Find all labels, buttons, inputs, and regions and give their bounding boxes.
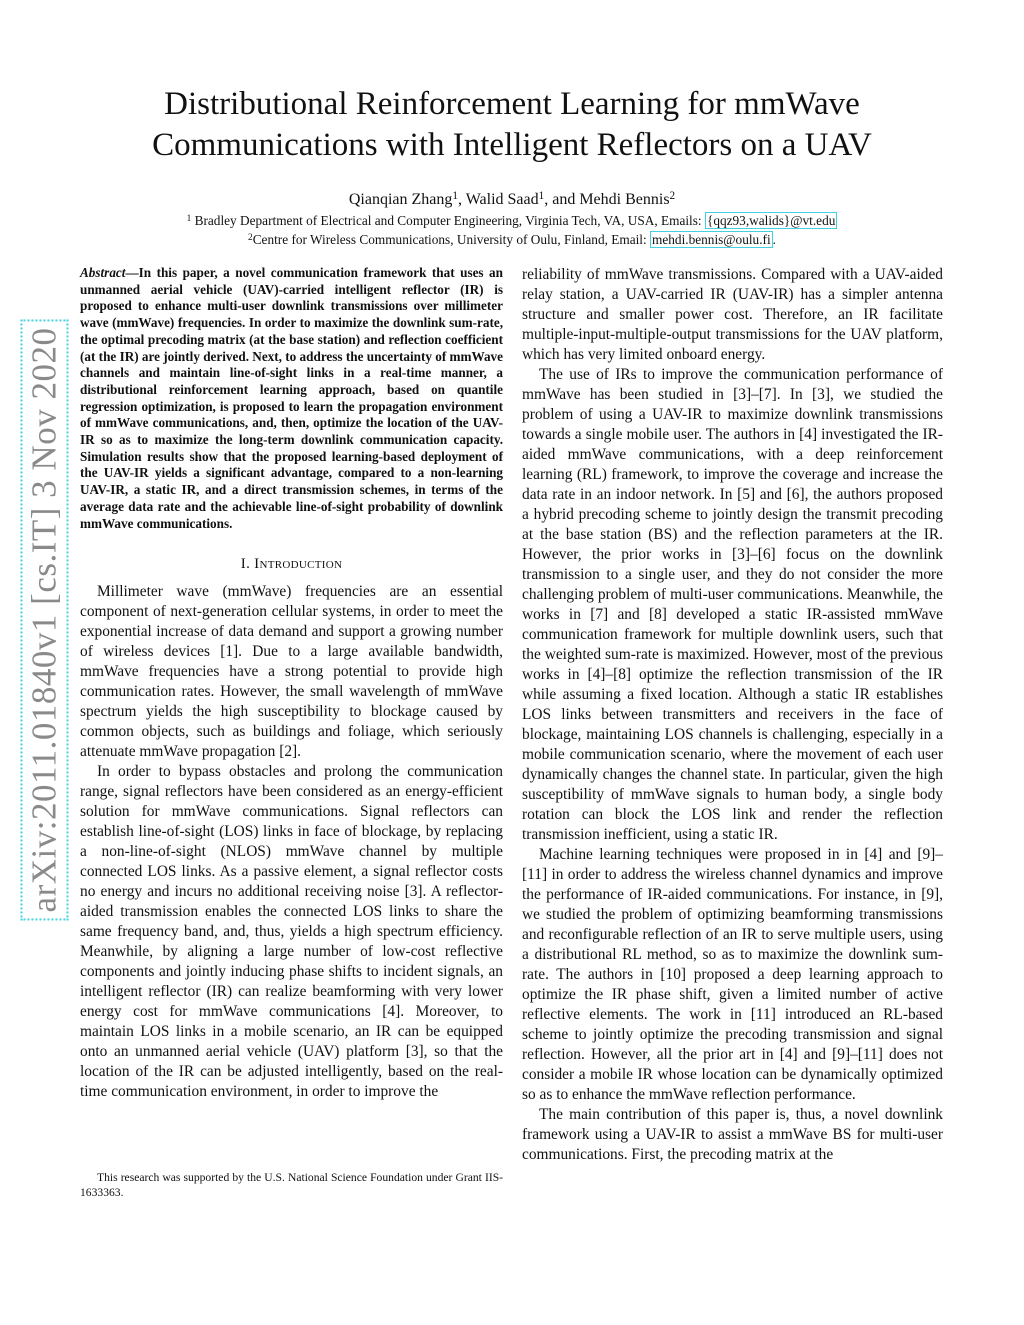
email-link[interactable]: {qqz93,walids}@vt.edu xyxy=(706,213,836,228)
body-paragraph: Machine learning techniques were proposed in in [4] and [9]–[11] in order to address the wireless channel dynamics and improve the performance of IR-aided communications. For instance, in [9], we studied the problem of optimizing beamforming transmissions and reconfigurable reflection of an IR to serve multiple users, using a distributional RL method, so as to maximize the downlink sum-rate. The authors in [10] proposed a deep learning approach to optimize the IR phase shift, given a limited number of active reflective elements. The work in [11] introduced an RL-based scheme to jointly optimize the precoding transmission and signal reflection. However, all the prior art in [4] and [9]–[11] does not consider a mobile IR whose location can be dynamically optimized so as to enhance the mmWave reflection performance. xyxy=(522,846,943,1103)
affiliation-text: Bradley Department of Electrical and Computer Engineering, Virginia Tech, VA, USA, Emails: xyxy=(194,213,705,228)
section-heading: I. Introduction xyxy=(240,556,343,573)
author-name: Qianqian Zhang xyxy=(348,191,453,208)
arxiv-stamp-container xyxy=(14,327,74,913)
author-separator: , xyxy=(457,191,466,208)
affil-mark: 2 xyxy=(248,232,253,243)
abstract xyxy=(80,265,503,532)
author-separator: , and xyxy=(544,191,580,208)
affiliation-1 xyxy=(110,212,914,229)
body-paragraph: reliability of mmWave transmissions. Compared with a UAV-aided relay station, a UAV-carried IR (UAV-IR) has a simpler antenna structure and smaller power cost. Therefore, an IR facilitate multiple-input-multiple-output transmissions for the UAV platform, which has very limited onboard energy. xyxy=(522,266,943,363)
affiliation-end: . xyxy=(772,232,776,247)
affiliation-text: Centre for Wireless Communications, University of Oulu, Finland, Email: xyxy=(252,232,651,247)
author-name: Walid Saad xyxy=(465,191,539,208)
right-column xyxy=(522,265,943,1165)
body-paragraph: In order to bypass obstacles and prolong the communication range, signal reflectors have been considered as an energy-efficient solution for mmWave communications. Signal reflectors can establish line-of-sight (LOS) links in face of blockage, by replacing a non-line-of-sight (NLOS) mmWave channel by multiple connected LOS links. As a passive element, a signal reflector costs no energy and incurs no additional receiving noise [3]. A reflector-aided transmission enables the connected LOS links to share the same frequency band, and, thus, yields a high spectrum efficiency. Meanwhile, by aligning a large number of low-cost reflective components and jointly inducing phase shifts to incident signals, an intelligent reflector (IR) can realize beamforming with very lower energy cost for mmWave communications [4]. Moreover, to maintain LOS links in a mobile scenario, an IR can be equipped onto an unmanned aerial vehicle (UAV) platform [3], so that the location of the IR can be adjusted intelligently, based on the real-time communication environment, in order to improve the xyxy=(80,763,503,1101)
author-affil-mark: 1 xyxy=(452,189,458,202)
email-link[interactable]: mehdi.bennis@oulu.fi xyxy=(652,232,771,247)
affiliation-2 xyxy=(110,231,914,248)
footnote: This research was supported by the U.S. National Science Foundation under Grant IIS-1633363. xyxy=(80,1171,503,1199)
author-name: Mehdi Bennis xyxy=(579,191,670,208)
author-list xyxy=(120,190,904,210)
arxiv-stamp[interactable]: arXiv:2011.01840v1 [cs.IT] 3 Nov 2020 xyxy=(24,324,64,917)
author-affil-mark: 2 xyxy=(669,189,676,202)
affil-mark: 1 xyxy=(186,213,192,224)
abstract-label: Abstract xyxy=(80,265,126,280)
abstract-text: —In this paper, a novel communication framework that uses an unmanned aerial vehicle (UAV)-carried intelligent reflector (IR) is proposed to enhance multi-user downlink transmissions over millimeter wave (mmWave) frequencies. In order to maximize the downlink sum-rate, the optimal precoding matrix (at the base station) and reflection coefficient (at the IR) are jointly derived. Next, to address the uncertainty of mmWave channels and maintain line-of-sight links in a real-time manner, a distributional reinforcement learning approach, based on quantile regression optimization, is proposed to learn the propagation environment of mmWave communications, and, then, optimize the location of the UAV-IR so as to maximize the long-term downlink communication capacity. Simulation results show that the proposed learning-based deployment of the UAV-IR yields a significant advantage, compared to a non-learning UAV-IR, a static IR, and a direct transmission schemes, in terms of the average data rate and the achievable line-of-sight probability of downlink mmWave communications. xyxy=(80,265,503,531)
author-affil-mark: 1 xyxy=(538,189,545,202)
body-paragraph: The use of IRs to improve the communication performance of mmWave has been studied in [3]–[7]. In [3], we studied the problem of using a UAV-IR to maximize downlink transmissions towards a single mobile user. The authors in [4] investigated the IR-aided mmWave communications, with a deep reinforcement learning (RL) framework, to improve the coverage and increase the data rate in an indoor network. In [5] and [6], the authors proposed a hybrid precoding scheme to jointly design the transmit precoding at the base station (BS) and the reflection parameters at the IR. However, the prior works in [3]–[6] focus on the downlink transmission to a single user, and they do not consider the more challenging problem of multi-user communications. Meanwhile, the works in [7] and [8] developed a static IR-assisted mmWave communication framework for multiple downlink users, such that the weighted sum-rate is maximized. However, most of the previous works in [4]–[8] optimize the reflection transmission of the IR while assuming a fixed location. Although a static IR establishes LOS links between transmitters and receivers in the face of blockage, maintaining LOS channels is challenging, especially in a mobile communication scenario, where the movement of each user dynamically changes the channel state. In particular, given the high susceptibility of mmWave signals to human body, a single body rotation can block the LOS link and render the reflection transmission inefficient, using a static IR. xyxy=(522,366,943,843)
body-paragraph: Millimeter wave (mmWave) frequencies are an essential component of next-generation cellular systems, in order to meet the exponential increase of data demand and support a growing number of wireless devices [1]. Due to a large available bandwidth, mmWave frequencies have a strong potential to provide high communication rates. However, the small wavelength of mmWave spectrum yields the high susceptibility to blockage caused by common objects, such as buildings and foliage, which seriously attenuate mmWave propagation [2]. xyxy=(80,583,503,761)
paper-title: Distributional Reinforcement Learning for mmWave Communications with Intelligent Reflectors on a UAV xyxy=(152,86,872,163)
left-column xyxy=(80,265,503,1102)
body-paragraph: The main contribution of this paper is, thus, a novel downlink framework using a UAV-IR to assist a mmWave BS for multi-user communications. First, the precoding matrix at the xyxy=(522,1106,943,1163)
